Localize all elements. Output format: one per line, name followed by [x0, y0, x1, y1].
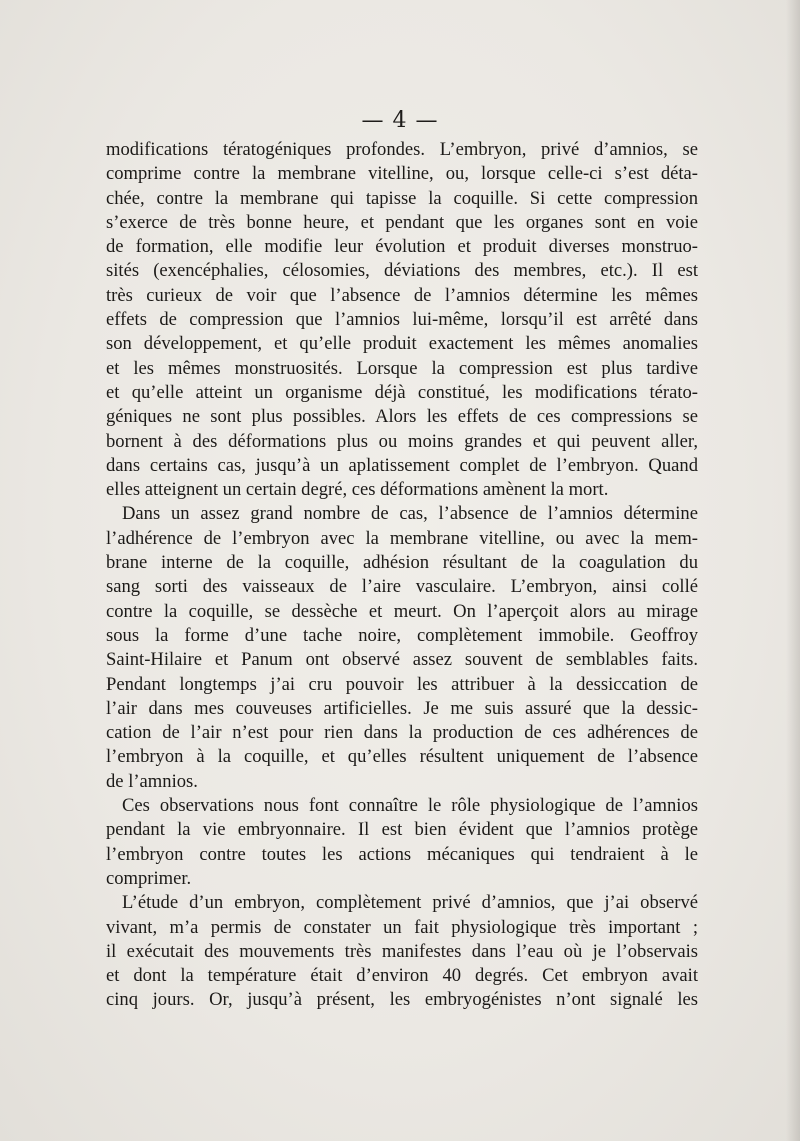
text-line: et dont la température était d’environ 40 degrés. Cet embryon avait: [106, 965, 698, 987]
page-edge-shadow: [786, 0, 800, 1141]
text-line: et qu’elle atteint un organisme déjà constitué, les modifications térato-: [106, 381, 698, 403]
text-line: brane interne de la coquille, adhésion résultant de la coagulation du: [106, 552, 698, 574]
text-line: Pendant longtemps j’ai cru pouvoir les attribuer à la dessiccation de: [106, 673, 698, 695]
text-line: modifications tératogéniques profondes. L’embryon, privé d’amnios, se: [106, 139, 698, 160]
text-line: son développement, et qu’elle produit exactement les mêmes anomalies: [106, 333, 698, 355]
text-line: cinq jours. Or, jusqu’à présent, les embryogénistes n’ont signalé les: [106, 989, 698, 1011]
text-line: sités (exencéphalies, célosomies, déviations des membres, etc.). Il est: [106, 260, 698, 282]
text-line: Dans un assez grand nombre de cas, l’absence de l’amnios détermine: [122, 503, 698, 525]
text-line: l’adhérence de l’embryon avec la membrane vitelline, ou avec la mem-: [106, 527, 698, 549]
text-line: de formation, elle modifie leur évolution et produit diverses monstruo-: [106, 236, 698, 258]
text-line: dans certains cas, jusqu’à un aplatissement complet de l’embryon. Quand: [106, 454, 698, 476]
paragraph-2: [106, 502, 698, 794]
text-line: chée, contre la membrane qui tapisse la coquille. Si cette compression: [106, 187, 698, 209]
text-line: effets de compression que l’amnios lui-même, lorsqu’il est arrêté dans: [106, 309, 698, 331]
text-line: et les mêmes monstruosités. Lorsque la compression est plus tardive: [106, 357, 698, 379]
text-line: contre la coquille, se dessèche et meurt. On l’aperçoit alors au mirage: [106, 600, 698, 622]
text-line: vivant, m’a permis de constater un fait physiologique très important ;: [106, 916, 698, 938]
text-line: sous la forme d’une tache noire, complètement immobile. Geoffroy: [106, 624, 698, 646]
text-line: comprimer.: [106, 867, 192, 889]
text-line: pendant la vie embryonnaire. Il est bien évident que l’amnios protège: [106, 819, 698, 841]
text-line: très curieux de voir que l’absence de l’amnios détermine les mêmes: [106, 284, 698, 306]
body-text: [106, 138, 698, 1013]
text-line: L’étude d’un embryon, complètement privé d’amnios, que j’ai observé: [122, 892, 698, 914]
page-number: — 4 —: [361, 108, 439, 133]
text-line: Saint-Hilaire et Panum ont observé assez souvent de semblables faits.: [106, 649, 698, 671]
text-line: l’air dans mes couveuses artificielles. Je me suis assuré que la dessic-: [106, 697, 698, 719]
paragraph-3: [106, 794, 698, 891]
text-line: elles atteignent un certain degré, ces déformations amènent la mort.: [106, 479, 609, 501]
text-line: de l’amnios.: [106, 770, 198, 792]
text-line: Ces observations nous font connaître le rôle physiologique de l’amnios: [122, 795, 698, 817]
text-line: géniques ne sont plus possibles. Alors les effets de ces compressions se: [106, 406, 698, 428]
text-line: comprime contre la membrane vitelline, ou, lorsque celle-ci s’est déta-: [106, 163, 698, 185]
text-line: cation de l’air n’est pour rien dans la production de ces adhérences de: [106, 722, 698, 744]
text-line: s’exerce de très bonne heure, et pendant que les organes sont en voie: [106, 211, 698, 233]
text-line: bornent à des déformations plus ou moins grandes et qui peuvent aller,: [106, 430, 698, 452]
text-line: sang sorti des vaisseaux de l’aire vasculaire. L’embryon, ainsi collé: [106, 576, 698, 598]
text-line: il exécutait des mouvements très manifestes dans l’eau où je l’observais: [106, 940, 698, 962]
paragraph-4: [106, 891, 698, 1012]
paragraph-1: [106, 138, 698, 502]
text-line: l’embryon contre toutes les actions mécaniques qui tendraient à le: [106, 843, 698, 865]
text-line: l’embryon à la coquille, et qu’elles résultent uniquement de l’absence: [106, 746, 698, 768]
